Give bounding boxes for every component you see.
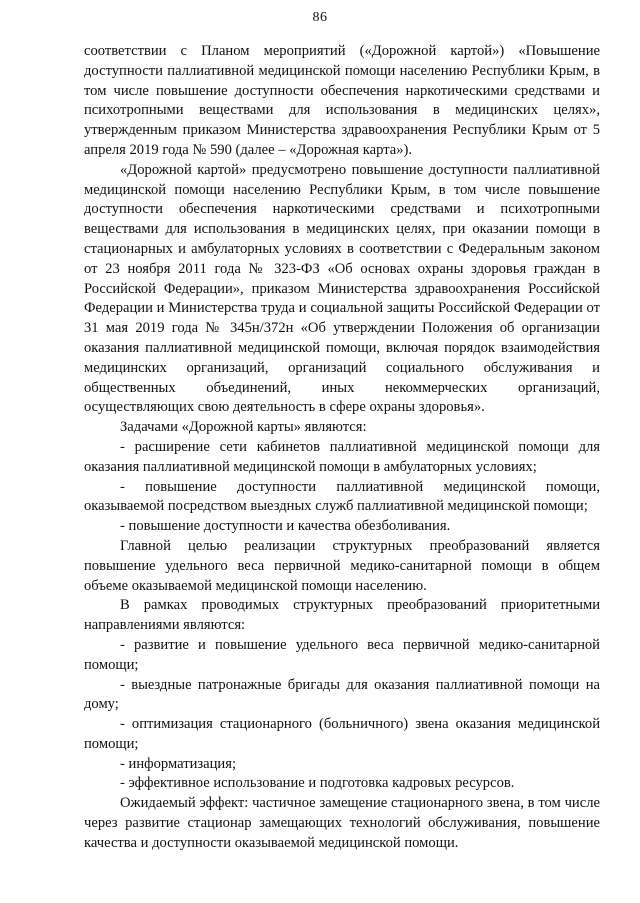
list-item-task-1: - расширение сети кабинетов паллиативной медицинской помощи для оказания паллиативной медицинской помощи в амбулаторных условиях;	[84, 438, 600, 475]
list-item-priority-4: - информатизация;	[120, 755, 237, 772]
paragraph-expected-effect: Ожидаемый эффект: частичное замещение стационарного звена, в том числе через развитие стационар замещающих технологий обслуживания, повышение качества и доступности оказываемой медицинской помощи.	[84, 795, 600, 851]
page-number: 86	[312, 10, 328, 25]
list-item-priority-1: - развитие и повышение удельного веса первичной медико-санитарной помощи;	[84, 636, 600, 673]
paragraph-continuation: соответствии с Планом мероприятий («Дорожной картой») «Повышение доступности паллиативной медицинской помощи населению Республики Крым, в том числе повышение доступности обеспечения наркотическими средствами и психотропными веществами для использования в медицинских целях», утвержденным приказом Министерства здравоохранения Республики Крым от 5 апреля 2019 года № 590 (далее – «Дорожная карта»).	[84, 43, 600, 158]
paragraph-main-goal: Главной целью реализации структурных преобразований является повышение удельного веса первичной медико-санитарной помощи в общем объеме оказываемой медицинской помощи населению.	[84, 537, 600, 594]
paragraph-tasks-heading: Задачами «Дорожной карты» являются:	[120, 419, 367, 436]
list-item-task-2: - повышение доступности паллиативной медицинской помощи, оказываемой посредством выездных служб паллиативной медицинской помощи;	[84, 478, 600, 515]
list-item-task-3: - повышение доступности и качества обезболивания.	[120, 518, 451, 535]
list-item-priority-3: - оптимизация стационарного (больничного) звена оказания медицинской помощи;	[84, 716, 600, 752]
list-item-priority-2: - выездные патронажные бригады для оказания паллиативной помощи на дому;	[84, 676, 600, 713]
list-item-priority-5: - эффективное использование и подготовка кадровых ресурсов.	[120, 775, 515, 792]
document-body	[84, 42, 600, 854]
paragraph-roadmap-provisions: «Дорожной картой» предусмотрено повышение доступности паллиативной медицинской помощи населению Республики Крым, в том числе повышение доступности обеспечения наркотическими средствами и психотропными веществами для использования в медицинских целях, при оказании помощи в стационарных и амбулаторных условиях в соответствии с Федеральным законом от 23 ноября 2011 года № 323-ФЗ «Об основах охраны здоровья граждан в Российской Федерации», приказом Министерства здравоохранения Российской Федерации и Министерства труда и социальной защиты Российской Федерации от 31 мая 2019 года № 345н/372н «Об утверждении Положения об организации оказания паллиативной медицинской помощи, включая порядок взаимодействия медицинских организаций, организаций социального обслуживания и общественных объединений, иных некоммерческих организаций, осуществляющих свою деятельность в сфере охраны здоровья».	[84, 161, 600, 416]
paragraph-priorities-heading: В рамках проводимых структурных преобразований приоритетными направлениями являются:	[84, 597, 600, 634]
